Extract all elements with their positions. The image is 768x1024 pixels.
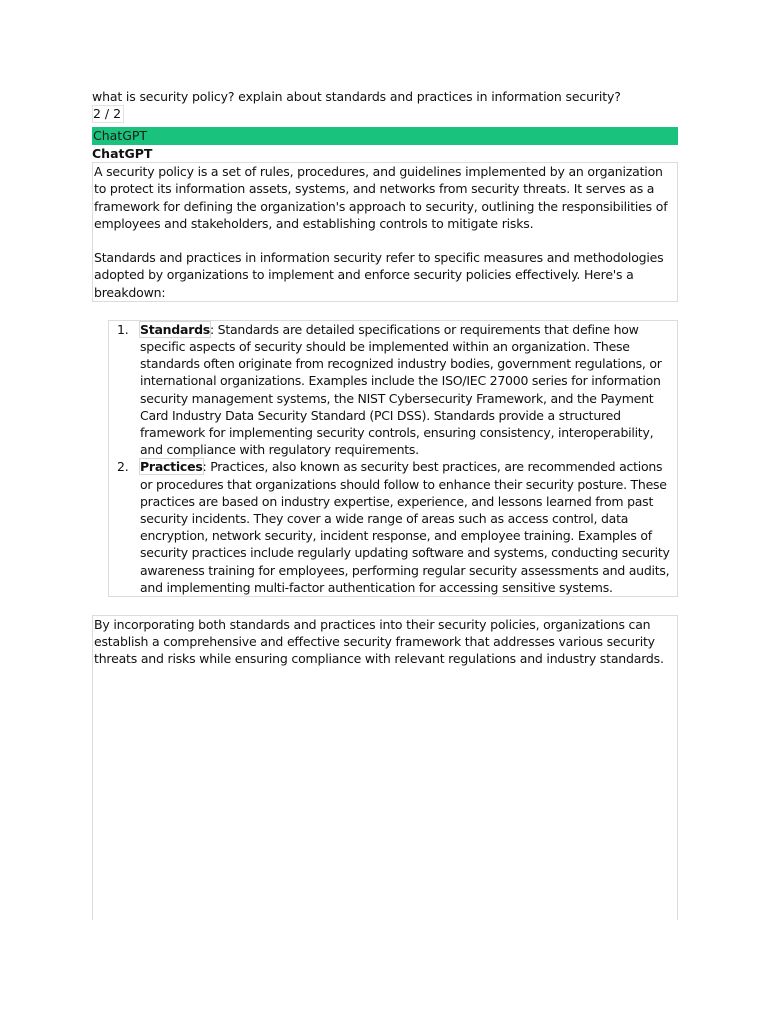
conversation [92, 88, 678, 920]
answer-list [108, 320, 678, 597]
answer-conclusion: By incorporating both standards and practices into their security policies, organizations can establish a comprehensive and effective security framework that addresses various security threats and risks while ensuring compliance with relevant regulations and industry standards. [92, 615, 678, 920]
assistant-banner: ChatGPT [92, 127, 678, 145]
list-item-text: : Practices, also known as security best practices, are recommended actions or procedures that organizations should follow to enhance their security posture. These practices are based on industry expertise, experience, and lessons learned from past security incidents. They cover a wide range of areas such as access control, data encryption, network security, incident response, and employee training. Examples of security practices include regularly updating software and systems, conducting security awareness training for employees, performing regular security assessments and audits, and implementing multi-factor authentication for accessing sensitive systems. [140, 459, 670, 595]
list-item-text: : Standards are detailed specifications or requirements that define how specific aspects of security should be implemented within an organization. These standards often originate from recognized industry bodies, government regulations, or international organizations. Examples include the ISO/IEC 27000 series for information security management systems, the NIST Cybersecurity Framework, and the Payment Card Industry Data Security Standard (PCI DSS). Standards provide a structured framework for implementing security controls, ensuring consistency, interoperability, and compliance with regulatory requirements. [140, 321, 662, 458]
user-question: what is security policy? explain about standards and practices in information security? [92, 89, 621, 104]
intro-paragraph-2: Standards and practices in information security refer to specific measures and methodologies adopted by organizations to implement and enforce security policies effectively. Here's a breakdown: [94, 250, 664, 300]
list-item-term: Practices [140, 459, 203, 475]
list-item-number: 1. [117, 321, 129, 337]
list-item-practices [109, 458, 677, 596]
list-item-term: Standards [140, 321, 210, 337]
answer-intro [92, 162, 678, 302]
intro-paragraph-1: A security policy is a set of rules, procedures, and guidelines implemented by an organization to protect its information assets, systems, and networks from security threats. It serves as a framework for defining the organization's approach to security, outlining the responsibilities of employees and stakeholders, and establishing controls to mitigate risks. [94, 164, 668, 231]
assistant-name: ChatGPT [92, 146, 153, 162]
response-pager[interactable]: 2 / 2 [92, 105, 124, 123]
list-item-number: 2. [117, 459, 129, 475]
list-item-standards [109, 321, 677, 459]
